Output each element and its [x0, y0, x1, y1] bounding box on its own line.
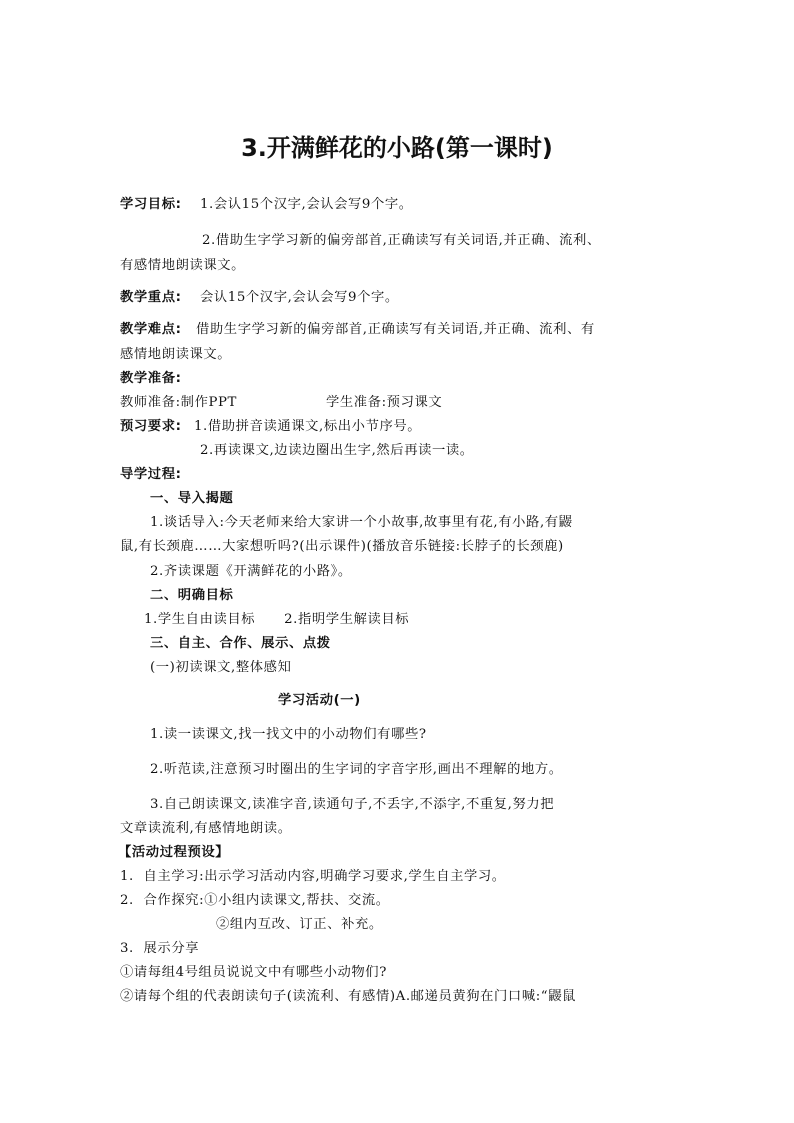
section-heading-2: 二、明确目标 — [150, 588, 234, 603]
preparation-label: 教学准备: — [120, 371, 182, 386]
difficulties-label: 教学难点: — [120, 322, 182, 337]
section1-item-2: 2.齐读课题《开满鲜花的小路》。 — [150, 564, 352, 579]
preview-label: 预习要求: — [120, 419, 182, 434]
preview-item-2: 2.再读课文,边读边圈出生字,然后再读一读。 — [200, 443, 474, 458]
preparation-teacher: 教师准备:制作PPT — [120, 395, 238, 410]
objectives-item-2a: 2.借助生字学习新的偏旁部首,正确读写有关词语,并正确、流利、 — [202, 233, 601, 248]
activity-item-2: 2.听范读,注意预习时圈出的生字词的字音字形,画出不理解的地方。 — [150, 762, 563, 777]
activity-item-3a: 3.自己朗读课文,读准字音,读通句子,不丢字,不添字,不重复,努力把 — [150, 797, 555, 812]
activity-item-1: 1.读一读课文,找一找文中的小动物们有哪些? — [150, 727, 427, 742]
section2-items: 1.学生自由读目标 2.指明学生解读目标 — [144, 612, 410, 627]
subsection-1: (一)初读课文,整体感知 — [150, 660, 292, 675]
difficulties-text-b: 感情地朗读课文。 — [120, 347, 232, 362]
section-heading-1: 一、导入揭题 — [150, 491, 234, 506]
objectives-label: 学习目标: — [120, 197, 182, 212]
objectives-item-1: 1.会认15个汉字,会认会写9个字。 — [200, 197, 413, 212]
process-label: 导学过程: — [120, 467, 182, 482]
activity-title: 学习活动(一) — [278, 693, 361, 708]
page-title: 3.开满鲜花的小路(第一课时) — [241, 134, 553, 162]
preset-label: 【活动过程预设】 — [118, 845, 230, 860]
objectives-item-2b: 有感情地朗读课文。 — [120, 258, 246, 273]
preview-item-1: 1.借助拼音读通课文,标出小节序号。 — [194, 419, 422, 434]
activity-item-3b: 文章读流利,有感情地朗读。 — [120, 821, 292, 836]
section1-item-1b: 鼠,有长颈鹿……大家想听吗?(出示课件)(播放音乐链接:长脖子的长颈鹿) — [120, 539, 564, 554]
section1-item-1a: 1.谈话导入:今天老师来给大家讲一个小故事,故事里有花,有小路,有鼹 — [150, 515, 573, 530]
preset-item-3: 3. 展示分享 — [120, 941, 200, 956]
difficulties-text-a: 借助生字学习新的偏旁部首,正确读写有关词语,并正确、流利、有 — [196, 322, 595, 337]
preparation-student: 学生准备:预习课文 — [326, 395, 443, 410]
preset-circle-2: ②请每个组的代表朗读句子(读流利、有感情)A.邮递员黄狗在门口喊:“鼹鼠 — [120, 989, 576, 1004]
preset-item-2b: ②组内互改、订正、补充。 — [216, 917, 383, 932]
preset-circle-1: ①请每组4号组员说说文中有哪些小动物们? — [120, 965, 387, 980]
preset-item-2: 2. 合作探究:①小组内读课文,帮扶、交流。 — [120, 893, 390, 908]
key-points-text: 会认15个汉字,会认会写9个字。 — [200, 290, 399, 305]
key-points-label: 教学重点: — [120, 290, 182, 305]
preset-item-1: 1. 自主学习:出示学习活动内容,明确学习要求,学生自主学习。 — [120, 869, 506, 884]
section-heading-3: 三、自主、合作、展示、点拨 — [150, 636, 331, 651]
